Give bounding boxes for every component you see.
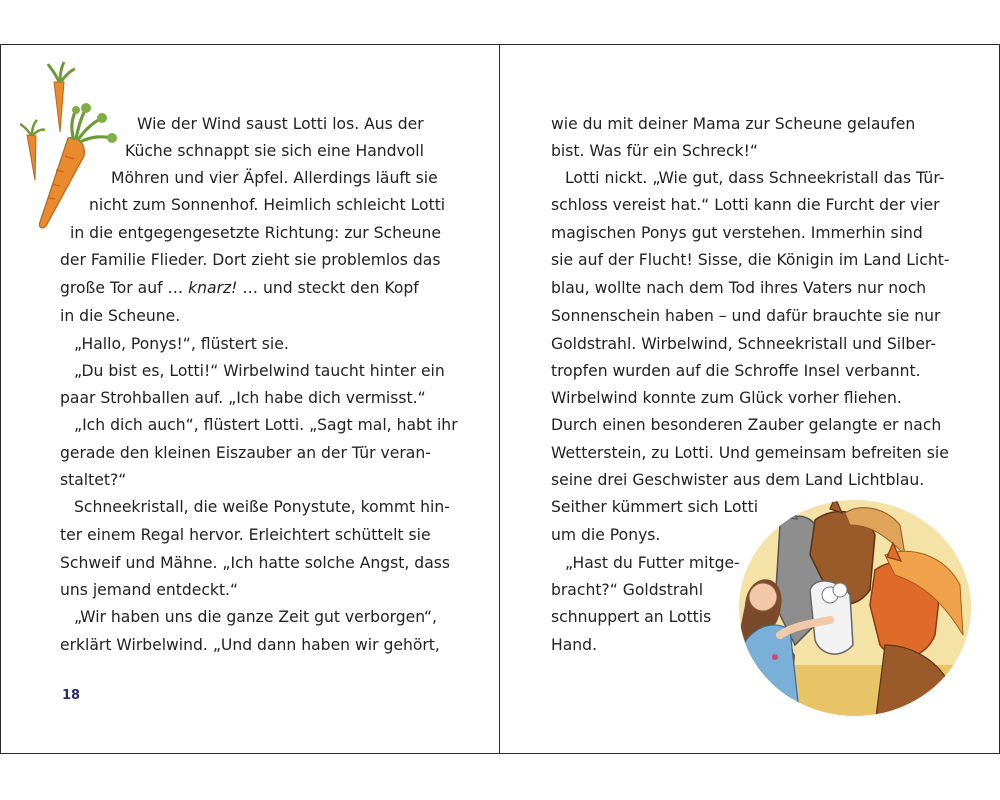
text-line: der Familie Flieder. Dort zieht sie problemlos das [60, 251, 441, 269]
text-line: Hand. [551, 636, 598, 654]
text-line: Seither kümmert sich Lotti [551, 498, 759, 516]
text-line: ter einem Regal hervor. Erleichtert schüttelt sie [60, 526, 431, 544]
text-line: „Hast du Futter mitge- [565, 554, 740, 572]
text-line: Wirbelwind konnte zum Glück vorher fliehen. [551, 389, 902, 407]
text-line: nicht zum Sonnenhof. Heimlich schleicht Lotti [89, 196, 446, 214]
text-line: „Wir haben uns die ganze Zeit gut verborgen“, [74, 608, 438, 626]
page-number: 18 [62, 688, 81, 703]
text-line: Sonnenschein haben – und dafür brauchte sie nur [551, 307, 941, 325]
text-segment: … und steckt den Kopf [237, 279, 419, 297]
text-line: Möhren und vier Äpfel. Allerdings läuft sie [111, 169, 438, 187]
text-line: in die entgegengesetzte Richtung: zur Scheune [70, 224, 441, 242]
text-line: schnuppert an Lottis [551, 608, 712, 626]
text-line: wie du mit deiner Mama zur Scheune gelaufen [551, 115, 916, 133]
text-line: um die Ponys. [551, 526, 661, 544]
emphasis-word: knarz! [188, 279, 238, 297]
text-line: in die Scheune. [60, 307, 181, 325]
text-line: seine drei Geschwister aus dem Land Lichtblau. [551, 471, 925, 489]
text-line: Durch einen besonderen Zauber gelangte er nach [551, 416, 942, 434]
text-line: Goldstrahl. Wirbelwind, Schneekristall und Silber- [551, 335, 936, 353]
ponies-illustration [735, 495, 975, 720]
text-line: staltet?“ [60, 471, 127, 489]
text-line: Wetterstein, zu Lotti. Und gemeinsam befreiten sie [551, 444, 949, 462]
text-line: tropfen wurden auf die Schroffe Insel verbannt. [551, 362, 921, 380]
text-line: bracht?“ Goldstrahl [551, 581, 704, 599]
carrot-small-left [20, 120, 45, 180]
text-line-with-emphasis [60, 278, 419, 298]
text-line: Schweif und Mähne. „Ich hatte solche Angst, dass [60, 554, 451, 572]
text-line: uns jemand entdeckt.“ [60, 581, 239, 599]
text-line: gerade den kleinen Eiszauber an der Tür veran- [60, 444, 431, 462]
text-line: „Du bist es, Lotti!“ Wirbelwind taucht hinter ein [74, 362, 445, 380]
text-line: magischen Ponys gut verstehen. Immerhin sind [551, 224, 923, 242]
text-line: bist. Was für ein Schreck!“ [551, 142, 758, 160]
text-line: blau, wollte nach dem Tod ihres Vaters nur noch [551, 279, 927, 297]
text-segment: große Tor auf … [60, 279, 189, 297]
text-line: erklärt Wirbelwind. „Und dann haben wir gehört, [60, 636, 440, 654]
page-divider [499, 44, 500, 754]
text-line: schloss vereist hat.“ Lotti kann die Furcht der vier [551, 196, 940, 214]
text-line: „Hallo, Ponys!“, flüstert sie. [74, 335, 289, 353]
text-line: Küche schnappt sie sich eine Handvoll [125, 142, 424, 160]
text-line: Wie der Wind saust Lotti los. Aus der [137, 115, 424, 133]
text-line: sie auf der Flucht! Sisse, die Königin im Land Licht- [551, 251, 950, 269]
text-line: paar Strohballen auf. „Ich habe dich vermisst.“ [60, 389, 426, 407]
text-line: Schneekristall, die weiße Ponystute, kommt hin- [74, 498, 450, 516]
text-line: Lotti nickt. „Wie gut, dass Schneekristall das Tür- [565, 169, 945, 187]
text-line: „Ich dich auch“, flüstert Lotti. „Sagt mal, habt ihr [74, 416, 458, 434]
